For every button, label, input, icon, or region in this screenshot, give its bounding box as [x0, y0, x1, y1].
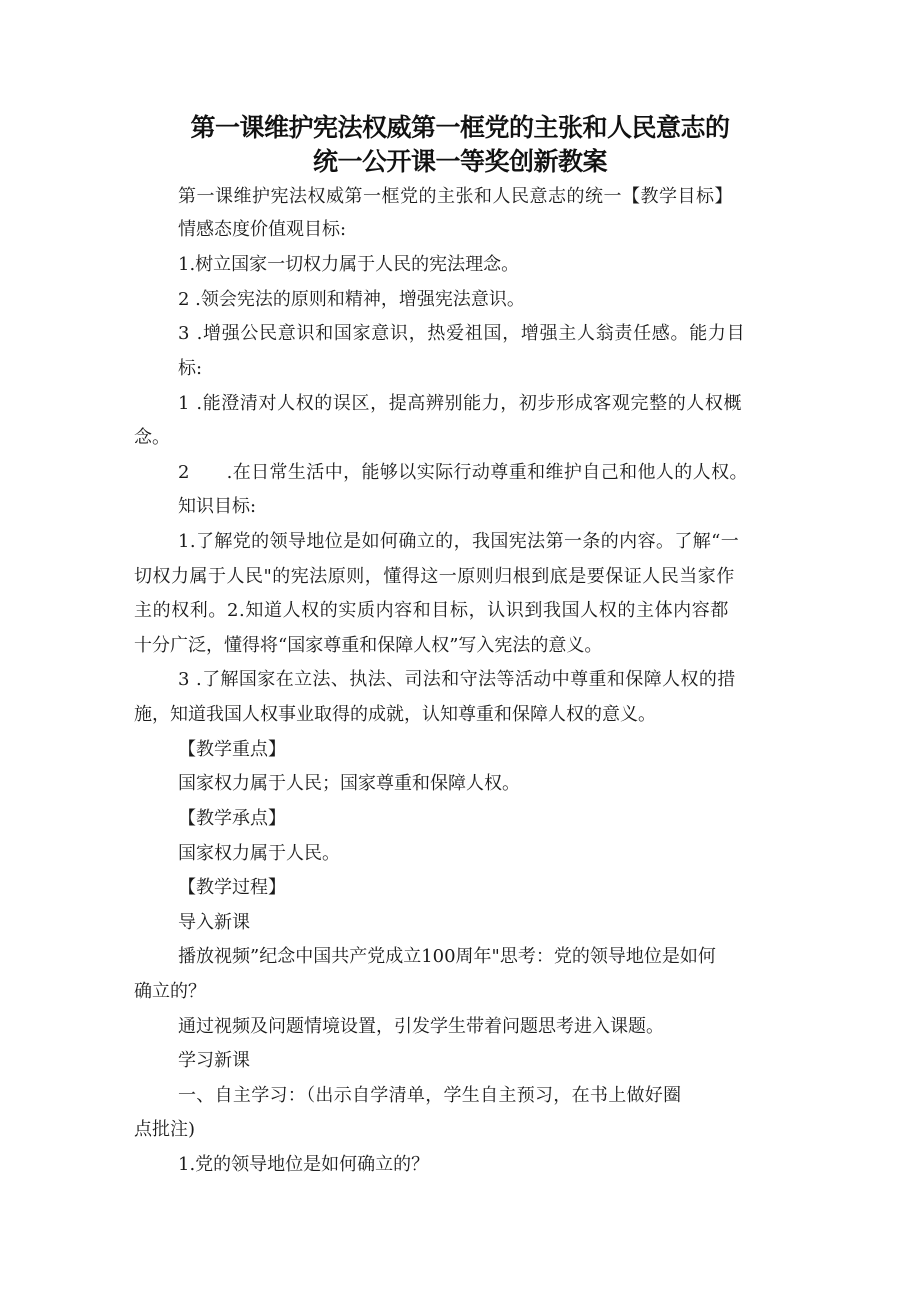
body-line: 确立的？ [134, 981, 206, 1002]
body-line: 国家权力属于人民；国家尊重和保障人权。 [178, 773, 520, 794]
body-line: 情感态度价值观目标: [178, 219, 347, 240]
body-line: 通过视频及问题情境设置，引发学生带着问题思考进入课题。 [178, 1016, 664, 1037]
body-line: 切权力属于人民"的宪法原则，懂得这一原则归根到底是要保证人民当家作 [134, 566, 735, 587]
body-line: 1.树立国家一切权力属于人民的宪法理念。 [178, 254, 520, 275]
body-line: 一、自主学习：（出示自学清单，学生自主预习，在书上做好圈 [178, 1085, 682, 1106]
body-line: 1 .能澄清对人权的误区，提高辨别能力，初步形成客观完整的人权概 [178, 393, 743, 414]
body-line: 3 .增强公民意识和国家意识，热爱祖国，增强主人翁责任感。能力目 [178, 323, 746, 344]
body-line: 念。 [134, 427, 170, 448]
section-heading: 【教学重点】 [178, 739, 286, 760]
section-heading: 【教学承点】 [178, 808, 286, 829]
body-line: 2 .领会宪法的原则和精神，增强宪法意识。 [178, 289, 525, 310]
body-line: 十分广泛，懂得将“国家尊重和保障人权”写入宪法的意义。 [134, 635, 603, 656]
body-line: 第一课维护宪法权威第一框党的主张和人民意志的统一【教学目标】 [178, 186, 733, 207]
body-line: 2 .在日常生活中，能够以实际行动尊重和维护自己和他人的人权。 [178, 462, 748, 483]
body-line: 点批注) [134, 1119, 196, 1140]
body-line: 国家权力属于人民。 [178, 843, 340, 864]
document-title-line-1: 第一课维护宪法权威第一框党的主张和人民意志的 [190, 113, 730, 142]
body-line: 学习新课 [178, 1050, 250, 1071]
section-heading: 【教学过程】 [178, 877, 286, 898]
body-line: 标: [178, 358, 203, 379]
body-line: 知识目标: [178, 496, 257, 517]
body-line: 1.了解党的领导地位是如何确立的，我国宪法第一条的内容。了解“一 [178, 531, 740, 552]
document-title-line-2: 统一公开课一等奖创新教案 [312, 147, 607, 176]
body-line: 播放视频”纪念中国共产党成立100周年"思考：党的领导地位是如何 [178, 946, 716, 967]
body-line: 3 .了解国家在立法、执法、司法和守法等活动中尊重和保障人权的措 [178, 669, 736, 690]
body-line: 导入新课 [178, 912, 250, 933]
body-line: 1.党的领导地位是如何确立的？ [178, 1154, 430, 1175]
body-line: 主的权利。2.知道人权的实质内容和目标，认识到我国人权的主体内容都 [134, 600, 729, 621]
body-line: 施，知道我国人权事业取得的成就，认知尊重和保障人权的意义。 [134, 704, 656, 725]
